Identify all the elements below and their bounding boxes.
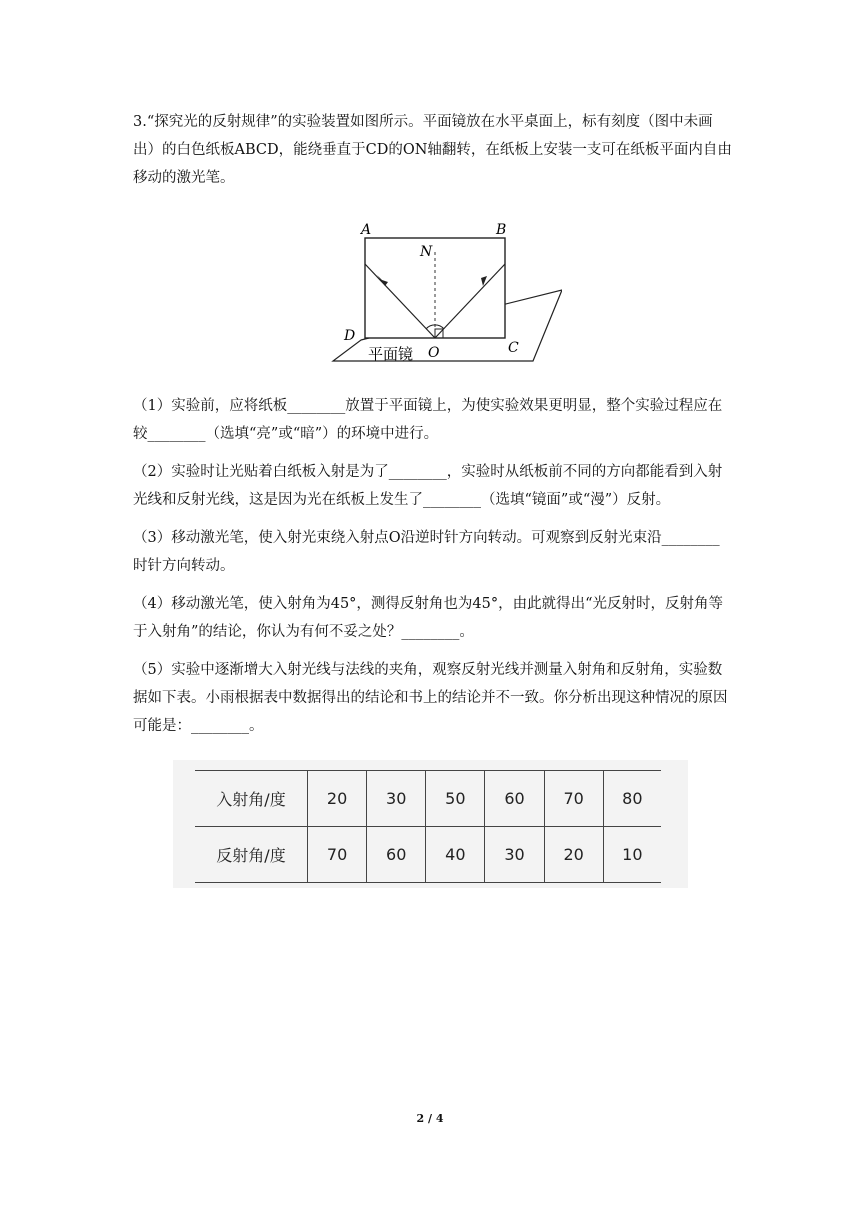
question-part-2: （2）实验时让光贴着白纸板入射是为了________，实验时从纸板前不同的方向都能看到入射光线和反射光线，这是因为光在纸板上发生了________（选填“镜面”或“漫”）反射。 bbox=[133, 464, 723, 508]
label-a: A bbox=[361, 222, 372, 238]
row-label-incident: 入射角/度 bbox=[195, 771, 308, 827]
table-cell: 30 bbox=[367, 771, 426, 827]
table-cell: 20 bbox=[308, 771, 367, 827]
row-label-reflection: 反射角/度 bbox=[195, 827, 308, 883]
label-mirror: 平面镜 bbox=[368, 345, 414, 363]
table-cell: 70 bbox=[308, 827, 367, 883]
question-part-3: （3）移动激光笔，使入射光束绕入射点O沿逆时针方向转动。可观察到反射光束沿________时针方向转动。 bbox=[133, 530, 720, 574]
label-b: B bbox=[496, 222, 507, 238]
table-cell: 80 bbox=[603, 771, 661, 827]
table-cell: 60 bbox=[367, 827, 426, 883]
label-d: D bbox=[344, 328, 356, 344]
question-part-4: （4）移动激光笔，使入射角为45°，测得反射角也为45°，由此就得出“光反射时，反射角等于入射角”的结论，你认为有何不妥之处？________。 bbox=[133, 596, 724, 640]
label-n: N bbox=[420, 244, 433, 260]
question-intro: 3.“探究光的反射规律”的实验装置如图所示。平面镜放在水平桌面上，标有刻度（图中未画出）的白色纸板ABCD，能绕垂直于CD的ON轴翻转，在纸板上安装一支可在纸板平面内自由移动的激光笔。 bbox=[133, 114, 732, 186]
data-table bbox=[173, 760, 688, 888]
table-cell: 20 bbox=[544, 827, 603, 883]
label-o: O bbox=[428, 345, 440, 361]
question-part-5: （5）实验中逐渐增大入射光线与法线的夹角，观察反射光线并测量入射角和反射角，实验数据如下表。小雨根据表中数据得出的结论和书上的结论并不一致。你分析出现这种情况的原因可能是：________。 bbox=[133, 662, 728, 734]
reflection-apparatus-figure bbox=[330, 216, 562, 376]
table-cell: 60 bbox=[485, 771, 544, 827]
table-cell: 50 bbox=[426, 771, 485, 827]
question-part-1: （1）实验前，应将纸板________放置于平面镜上，为使实验效果更明显，整个实验过程应在较________（选填“亮”或“暗”）的环境中进行。 bbox=[133, 398, 723, 442]
label-c: C bbox=[508, 340, 519, 356]
table-cell: 70 bbox=[544, 771, 603, 827]
page-number: 2 / 4 bbox=[416, 1112, 444, 1125]
table-cell: 10 bbox=[603, 827, 661, 883]
table-cell: 30 bbox=[485, 827, 544, 883]
table-cell: 40 bbox=[426, 827, 485, 883]
table-row bbox=[195, 771, 661, 827]
table-row bbox=[195, 827, 661, 883]
